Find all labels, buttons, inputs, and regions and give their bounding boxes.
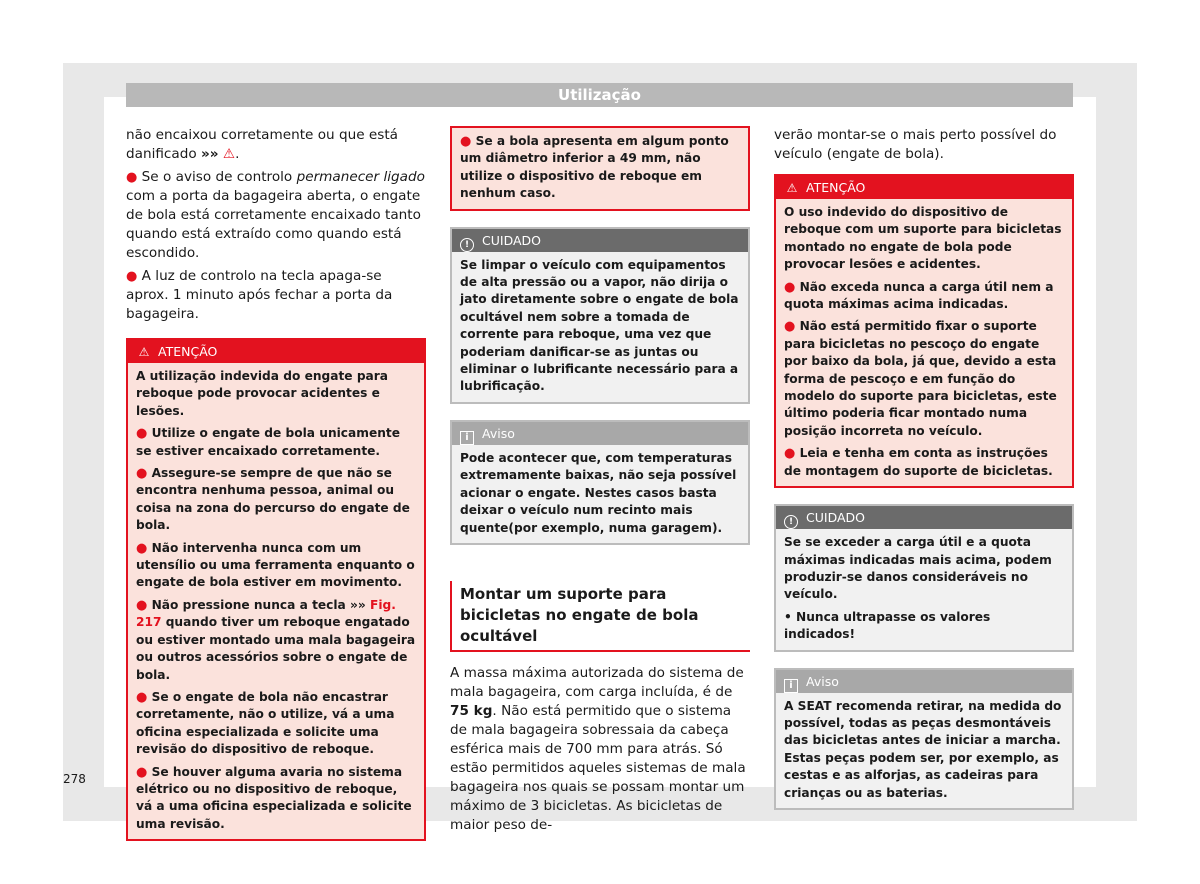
warning-item bbox=[136, 597, 416, 684]
warning-label: ATENÇÃO bbox=[806, 180, 866, 195]
warning-item bbox=[460, 133, 740, 203]
notice-box-header bbox=[776, 670, 1072, 693]
bullet-paragraph bbox=[126, 168, 426, 263]
warning-item bbox=[136, 465, 416, 535]
notice-box-body bbox=[776, 693, 1072, 808]
notice-box-header bbox=[452, 422, 748, 445]
caution-icon: ! bbox=[784, 515, 798, 529]
warning-item-text: Leia e tenha em conta as instruções de montagem do suporte de bicicletas. bbox=[784, 446, 1053, 478]
warning-label: ATENÇÃO bbox=[158, 344, 218, 359]
warning-item bbox=[784, 318, 1064, 440]
notice-box bbox=[774, 668, 1074, 810]
warning-item-text: Não está permitido fixar o suporte para bicicletas no pescoço do engate por baixo da bola, já que, devido a esta forma de pescoço e em função do modelo do suporte para bicicletas, este último poderia ficar montado numa posição incorreta no veículo. bbox=[784, 319, 1057, 438]
warning-box-header bbox=[776, 176, 1072, 199]
warning-item bbox=[784, 445, 1064, 480]
notice-box bbox=[450, 420, 750, 545]
warning-item-text: quando tiver um reboque engatado ou estiver montado uma mala bagageira ou outros acessórios sobre o engate de bola. bbox=[136, 615, 416, 682]
warning-box bbox=[774, 174, 1074, 488]
warning-box-body bbox=[452, 128, 748, 209]
caution-box-body bbox=[776, 529, 1072, 649]
bullet-icon: ● bbox=[460, 134, 472, 149]
continue-arrows: »» bbox=[201, 146, 219, 162]
caution-box-body bbox=[452, 252, 748, 402]
bullet-icon: ● bbox=[784, 319, 796, 335]
paragraph: não encaixou corretamente ou que está danificado »» ⚠. bbox=[126, 127, 399, 162]
info-icon: i bbox=[784, 679, 798, 693]
warning-triangle-icon: ⚠ bbox=[786, 181, 798, 195]
caution-label: CUIDADO bbox=[806, 510, 865, 526]
bullet-icon: ● bbox=[784, 279, 796, 295]
caution-box bbox=[774, 504, 1074, 651]
bullet-icon: ● bbox=[136, 466, 148, 482]
section-header: Utilização bbox=[126, 83, 1073, 107]
page-number: 278 bbox=[63, 772, 86, 786]
caution-box-header bbox=[452, 229, 748, 252]
column-3 bbox=[774, 126, 1074, 810]
bullet-icon: ● bbox=[136, 764, 148, 780]
warning-item-text: Não pressione nunca a tecla bbox=[151, 597, 351, 612]
paragraph: verão montar-se o mais perto possível do veículo (engate de bola). bbox=[774, 127, 1057, 162]
caution-text: Se se exceder a carga útil e a quota máximas indicadas mais acima, podem produzir-se danos consideráveis no veículo. bbox=[784, 535, 1052, 602]
notice-label: Aviso bbox=[482, 425, 515, 441]
caution-text: Se limpar o veículo com equipamentos de alta pressão ou a vapor, não dirija o jato diretamente sobre o engate de bola ocultável nem sobre a tomada de corrente para reboque, uma vez que poderiam danificar-se as juntas ou eliminar o lubrificante necessário para a lubrificação. bbox=[460, 257, 739, 394]
warning-item bbox=[136, 425, 416, 460]
caution-icon: ! bbox=[460, 238, 474, 252]
warning-box bbox=[126, 338, 426, 841]
warning-item-text: Se o engate de bola não encastrar corretamente, não o utilize, vá a uma oficina especializada e solicite uma revisão do dispositivo de reboque. bbox=[136, 689, 395, 757]
warning-box-body bbox=[128, 363, 424, 839]
bullet-icon: ● bbox=[126, 170, 138, 185]
bullet-icon: ● bbox=[136, 540, 148, 556]
paragraph-text: A massa máxima autorizada do sistema de mala bagageira, com carga incluída, é de bbox=[450, 664, 744, 700]
warning-item-text: Se a bola apresenta em algum ponto um diâmetro inferior a 49 mm, não utilize o dispositivo de reboque em nenhum caso. bbox=[460, 134, 729, 201]
bullet-icon: ● bbox=[784, 446, 796, 462]
column-1 bbox=[126, 126, 426, 841]
caution-item-text: Nunca ultrapasse os valores indicados! bbox=[784, 609, 991, 642]
bullet-icon: ● bbox=[136, 426, 148, 442]
paragraph-text: não encaixou corretamente ou que está danificado bbox=[126, 127, 399, 162]
notice-text: A SEAT recomenda retirar, na medida do possível, todas as peças desmontáveis das bicicletas antes de iniciar a marcha. Estas peças podem ser, por exemplo, as cestas e as alforjas, as cadeiras para crianças ou as baterias. bbox=[784, 698, 1062, 800]
caution-label: CUIDADO bbox=[482, 232, 541, 248]
warning-item bbox=[784, 279, 1064, 314]
bullet-icon: ● bbox=[136, 689, 148, 705]
warning-item bbox=[136, 764, 416, 834]
column-2 bbox=[450, 126, 750, 835]
paragraph-text: com a porta da bagageira aberta, o engate de bola está corretamente encaixado tanto quando está extraído como quando está escondido. bbox=[126, 188, 421, 261]
warning-triangle-icon: ⚠ bbox=[138, 345, 150, 359]
notice-text: Pode acontecer que, com temperaturas extremamente baixas, não seja possível acionar o engate. Nestes casos basta deixar o veículo num recinto mais quente(por exemplo, numa garagem). bbox=[460, 450, 737, 535]
caution-box bbox=[450, 227, 750, 404]
section-subheading: Montar um suporte para bicicletas no engate de bola ocultável bbox=[450, 581, 750, 652]
warning-box-body bbox=[776, 199, 1072, 486]
warning-box-continued bbox=[450, 126, 750, 211]
bold-value: 75 kg bbox=[450, 702, 493, 719]
paragraph-text: Se o aviso de controlo bbox=[141, 169, 297, 185]
continue-arrows: »» bbox=[350, 597, 366, 612]
bullet-icon: ● bbox=[136, 597, 148, 613]
notice-label: Aviso bbox=[806, 673, 839, 689]
caution-box-header bbox=[776, 506, 1072, 529]
warning-item-text: Não intervenha nunca com um utensílio ou uma ferramenta enquanto o engate de bola estiver em movimento. bbox=[136, 540, 415, 590]
figure-link[interactable]: Fig. 217 bbox=[136, 597, 396, 630]
warning-intro: A utilização indevida do engate para reboque pode provocar acidentes e lesões. bbox=[136, 369, 388, 418]
warning-item-text: Não exceda nunca a carga útil nem a quota máximas acima indicadas. bbox=[784, 279, 1054, 312]
warning-box-header bbox=[128, 340, 424, 363]
info-icon: i bbox=[460, 431, 474, 445]
warning-item-text: Assegure-se sempre de que não se encontra nenhuma pessoa, animal ou coisa na zona do percurso do engate de bola. bbox=[136, 466, 410, 533]
bullet-paragraph bbox=[126, 267, 426, 324]
bullet-icon: ● bbox=[126, 269, 138, 284]
caution-item: • Nunca ultrapasse os valores indicados! bbox=[784, 609, 991, 642]
paragraph-text: . Não está permitido que o sistema de mala bagageira sobressaia da cabeça esférica mais de 700 mm para atrás. Só estão permitidos aqueles sistemas de mala bagageira nos quais se possam montar um máximo de 3 bicicletas. As bicicletas de maior peso de- bbox=[450, 702, 746, 833]
warning-triangle-icon: ⚠ bbox=[222, 146, 236, 162]
warning-item-text: Utilize o engate de bola unicamente se estiver encaixado corretamente. bbox=[136, 426, 400, 458]
notice-box-body bbox=[452, 445, 748, 543]
paragraph-text: A luz de controlo na tecla apaga-se aprox. 1 minuto após fechar a porta da bagageira. bbox=[126, 268, 393, 322]
warning-item bbox=[136, 689, 416, 759]
warning-item-text: Se houver alguma avaria no sistema elétrico ou no dispositivo de reboque, vá a uma oficina especializada e solicite uma revisão. bbox=[136, 764, 412, 831]
warning-intro: O uso indevido do dispositivo de reboque com um suporte para bicicletas montado no engate de bola pode provocar lesões e acidentes. bbox=[784, 205, 1062, 272]
warning-item bbox=[136, 540, 416, 592]
body-paragraph bbox=[450, 664, 750, 835]
italic-text: permanecer ligado bbox=[296, 169, 425, 185]
